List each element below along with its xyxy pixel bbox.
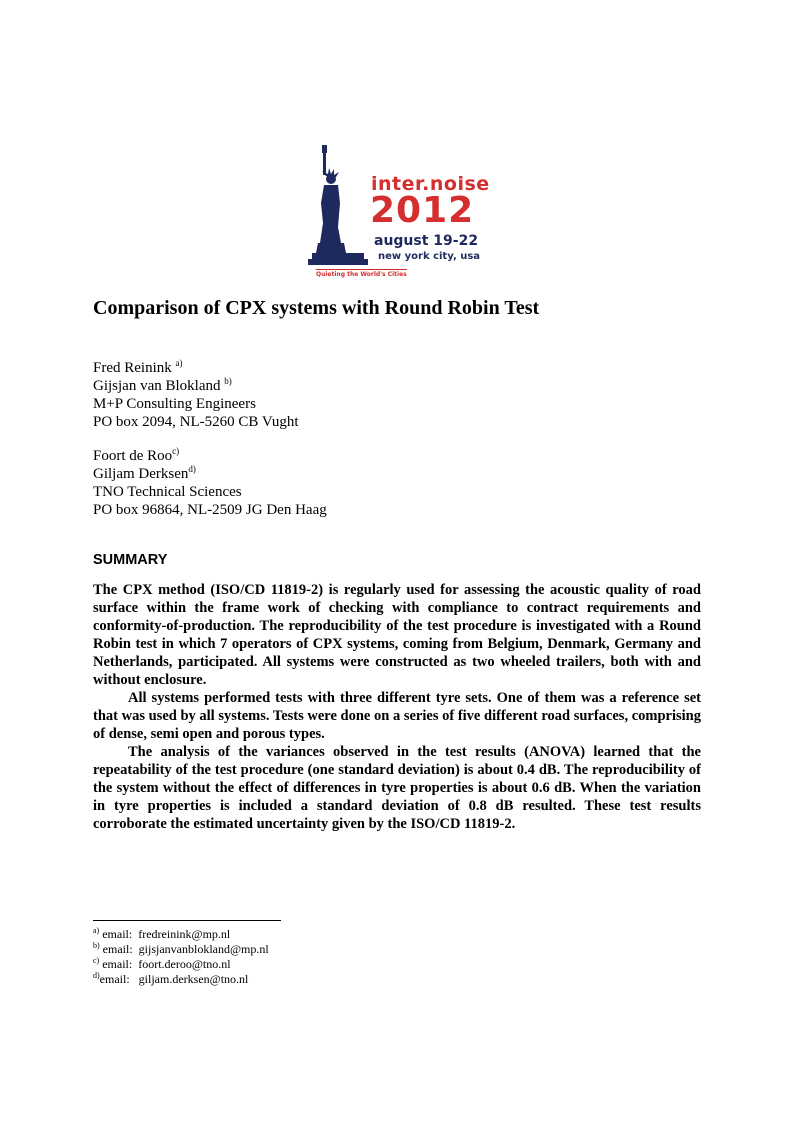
footnote bbox=[93, 927, 269, 942]
organization: TNO Technical Sciences bbox=[93, 484, 242, 500]
author-line bbox=[93, 377, 327, 395]
author-line bbox=[93, 465, 327, 483]
author-line bbox=[93, 359, 327, 377]
footnote-email: giljam.derksen@tno.nl bbox=[138, 972, 249, 986]
author-group-1 bbox=[93, 359, 327, 431]
statue-of-liberty-icon bbox=[308, 143, 368, 268]
logo-tagline: Quieting the World's Cities bbox=[316, 271, 407, 278]
address: PO box 2094, NL-5260 CB Vught bbox=[93, 414, 299, 430]
footnote-marker: d) bbox=[93, 971, 100, 980]
footnote-label: email: bbox=[102, 957, 133, 971]
author-group-2 bbox=[93, 447, 327, 519]
footnote-marker: b) bbox=[93, 941, 100, 950]
author-superscript: a) bbox=[175, 358, 183, 368]
summary-heading: SUMMARY bbox=[93, 552, 168, 568]
summary-paragraph: The analysis of the variances observed in the test results (ANOVA) learned that the repeatability of the test procedure (one standard deviation) is about 0.4 dB. The reproducibility of the system without the effect of differences in tyre properties is about 0.6 dB. When the variation in tyre properties is included a standard deviation of 0.8 dB resulted. These test results corroborate the estimated uncertainty given by the ISO/CD 11819-2. bbox=[93, 744, 701, 832]
logo-conference-name: inter.noise bbox=[371, 173, 490, 195]
footnote-email: gijsjanvanblokland@mp.nl bbox=[138, 942, 269, 956]
footnote bbox=[93, 957, 269, 972]
footnote-label: email: bbox=[102, 927, 133, 941]
paper-title: Comparison of CPX systems with Round Robin Test bbox=[93, 297, 540, 319]
logo-dates: august 19-22 bbox=[374, 233, 479, 249]
logo-city: new york city, usa bbox=[378, 251, 481, 262]
author-name: Giljam Derksen bbox=[93, 466, 189, 482]
conference-logo bbox=[308, 143, 498, 283]
summary-body bbox=[93, 581, 701, 833]
author-line bbox=[93, 447, 327, 465]
footnote-email: fredreinink@mp.nl bbox=[138, 927, 231, 941]
footnote-marker: a) bbox=[93, 926, 100, 935]
footnote bbox=[93, 942, 269, 957]
author-name: Gijsjan van Blokland bbox=[93, 378, 221, 394]
author-name: Fred Reinink bbox=[93, 360, 172, 376]
author-superscript: b) bbox=[224, 376, 232, 386]
organization: M+P Consulting Engineers bbox=[93, 396, 256, 412]
address: PO box 96864, NL-2509 JG Den Haag bbox=[93, 502, 327, 518]
author-superscript: d) bbox=[188, 464, 196, 474]
author-name: Foort de Roo bbox=[93, 448, 173, 464]
author-affiliations bbox=[93, 359, 327, 535]
logo-year: 2012 bbox=[370, 190, 475, 231]
summary-paragraph: All systems performed tests with three different tyre sets. One of them was a reference set that was used by all systems. Tests were done on a series of five different road surfaces, comprising of dense, semi open and porous types. bbox=[93, 690, 701, 742]
footnote-email: foort.deroo@tno.nl bbox=[138, 957, 231, 971]
footnote-marker: c) bbox=[93, 956, 100, 965]
footnotes bbox=[93, 927, 269, 987]
footnote-label: email: bbox=[99, 972, 130, 986]
footnote bbox=[93, 972, 269, 987]
summary-paragraph: The CPX method (ISO/CD 11819-2) is regularly used for assessing the acoustic quality of road surface within the frame work of checking with compliance to contract requirements and conformity-of-production. The reproducibility of the test procedure is investigated with a Round Robin test in which 7 operators of CPX systems, coming from Belgium, Denmark, Germany and Netherlands, participated. All systems were constructed as two wheeled trailers, both with and without enclosure. bbox=[93, 582, 701, 688]
footnote-divider bbox=[93, 920, 281, 921]
footnote-label: email: bbox=[102, 942, 133, 956]
author-superscript: c) bbox=[172, 446, 180, 456]
